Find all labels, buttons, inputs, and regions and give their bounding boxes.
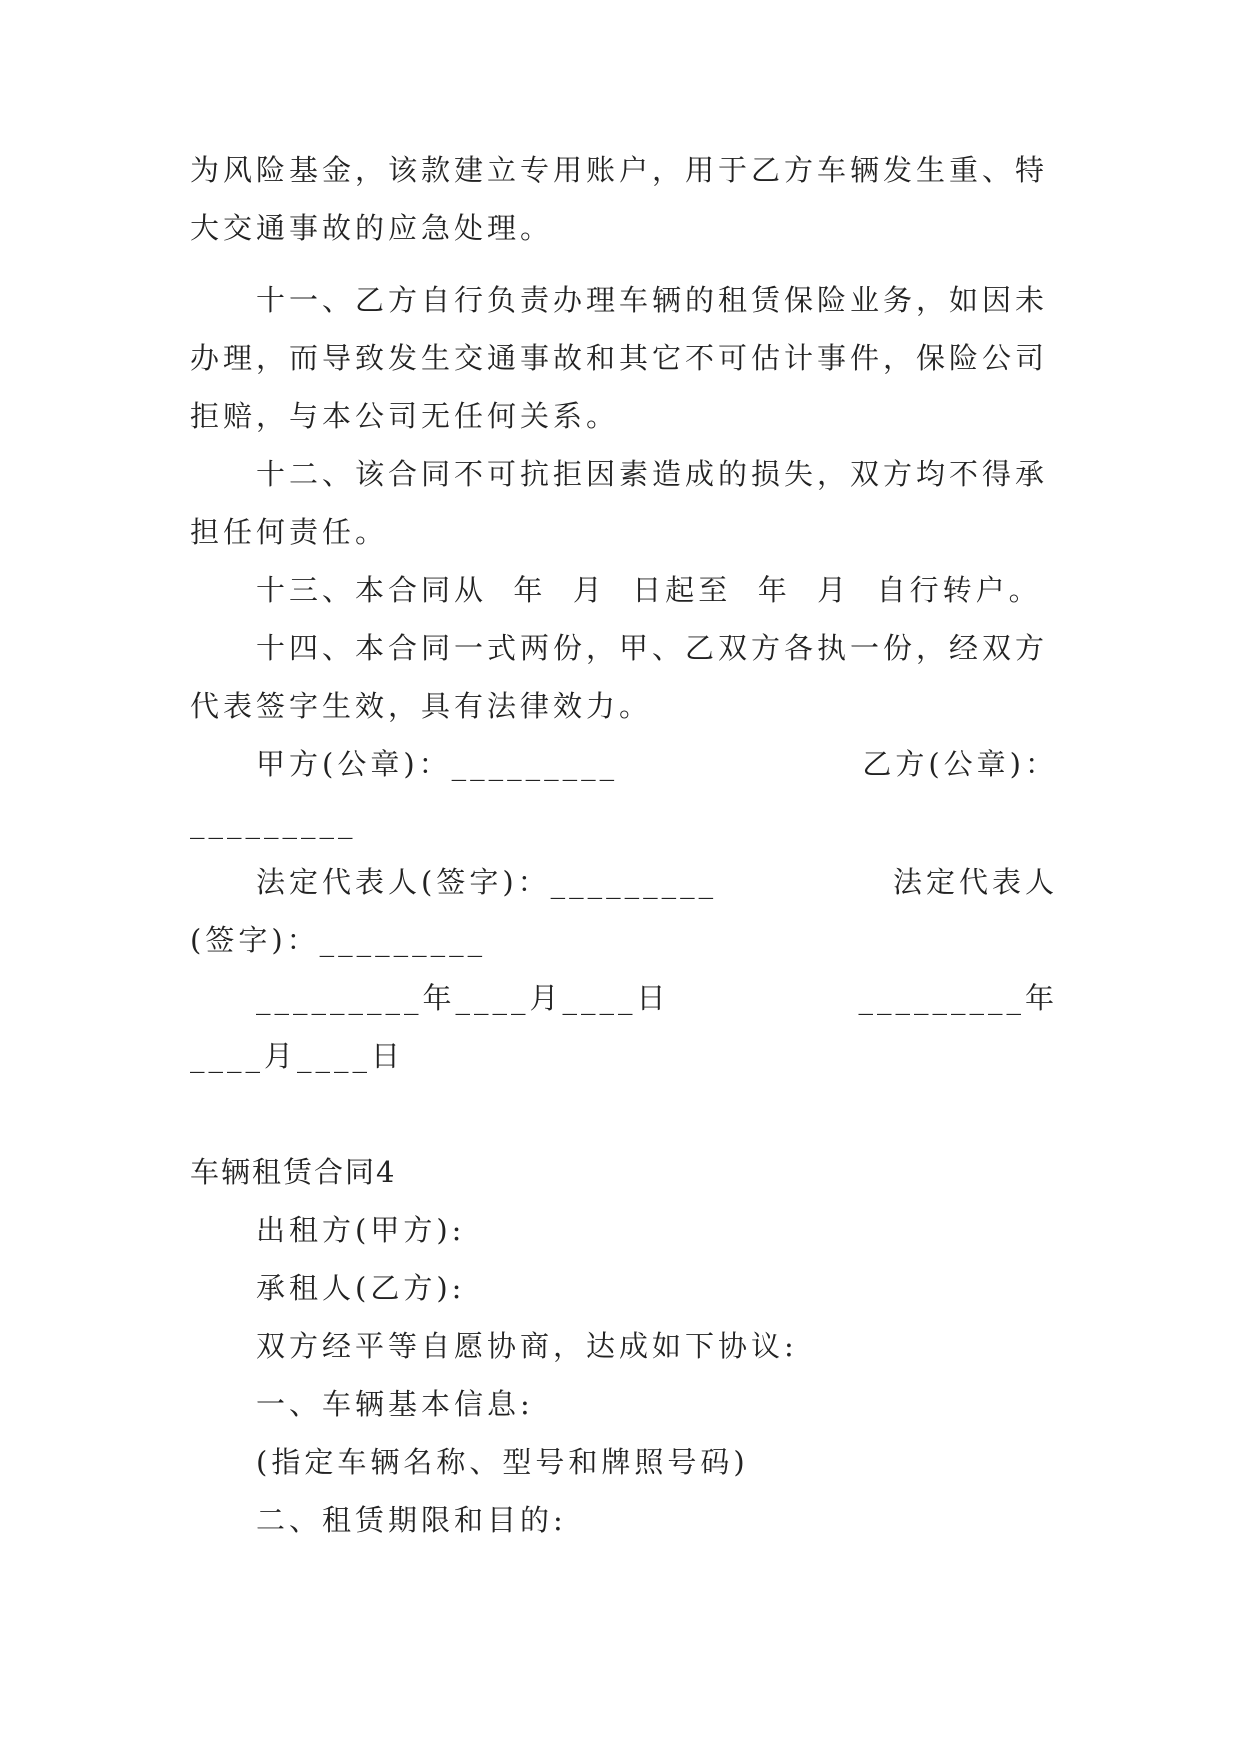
party-b-seal-label: 乙方(公章)：: [862, 747, 1058, 781]
clause-1-detail: (指定车辆名称、型号和牌照号码): [256, 1445, 749, 1479]
clause-12-line: 十二、该合同不可抗拒因素造成的损失，双方均不得承: [256, 457, 1049, 491]
clause-11-line: 办理，而导致发生交通事故和其它不可估计事件，保险公司: [190, 341, 1049, 375]
clause-11-line: 十一、乙方自行负责办理车辆的租赁保险业务，如因未: [256, 283, 1049, 317]
party-a-seal-field: 甲方(公章)：_________: [256, 747, 619, 781]
party-a-date-field: _________年____月____日: [256, 981, 670, 1015]
party-b-date-month-day: ____月____日: [190, 1039, 405, 1073]
party-b-seal-blank: _________: [190, 805, 357, 839]
party-b-date-year: _________年: [858, 981, 1058, 1015]
paragraph-line: 为风险基金，该款建立专用账户，用于乙方车辆发生重、特: [190, 153, 1049, 187]
agreement-intro: 双方经平等自愿协商，达成如下协议:: [256, 1329, 798, 1363]
section-title: 车辆租赁合同4: [190, 1155, 397, 1189]
clause-14-line: 十四、本合同一式两份，甲、乙双方各执一份，经双方: [256, 631, 1049, 665]
lessor-label: 出租方(甲方):: [256, 1213, 466, 1247]
clause-1-heading: 一、车辆基本信息:: [256, 1387, 534, 1421]
clause-11-line: 拒赔，与本公司无任何关系。: [190, 399, 620, 433]
clause-14-line: 代表签字生效，具有法律效力。: [190, 689, 653, 723]
party-b-representative-blank: (签字)：_________: [190, 923, 487, 957]
paragraph-line: 大交通事故的应急处理。: [190, 211, 554, 245]
clause-13-line: 十三、本合同从 年 月 日起至 年 月 自行转户。: [256, 573, 1042, 607]
party-a-representative-field: 法定代表人(签字)：_________: [256, 865, 718, 899]
clause-12-line: 担任何责任。: [190, 515, 389, 549]
clause-2-heading: 二、租赁期限和目的:: [256, 1503, 567, 1537]
party-b-representative-label: 法定代表人: [892, 865, 1058, 899]
lessee-label: 承租人(乙方):: [256, 1271, 466, 1305]
